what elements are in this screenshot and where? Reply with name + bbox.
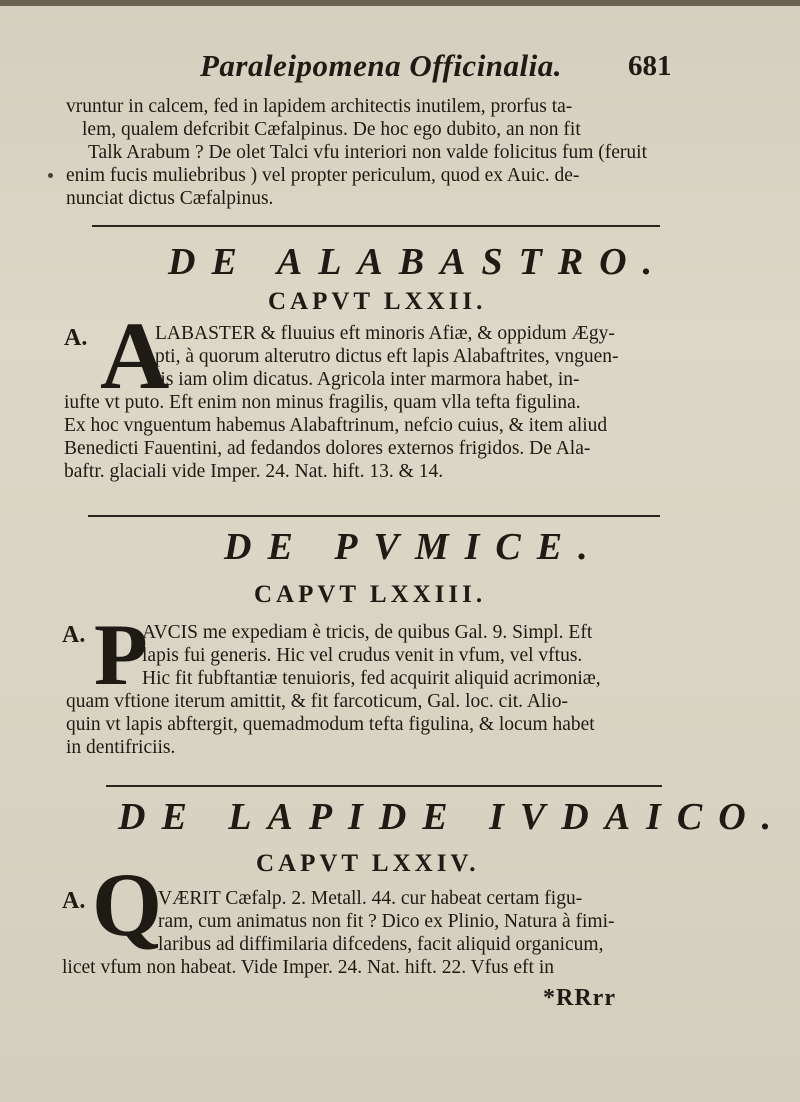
- paragraph-letter: A.: [64, 325, 88, 351]
- section-rule: [88, 515, 660, 517]
- paragraph-line: quam vftione iterum amittit, & fit farcoticum, Gal. loc. cit. Alio-: [66, 691, 569, 712]
- paragraph-line: licet vfum non habeat. Vide Imper. 24. Nat. hift. 22. Vfus eft in: [62, 957, 555, 978]
- running-head: [0, 48, 800, 90]
- drop-cap: P: [94, 607, 148, 704]
- paragraph-line: Ex hoc vnguentum habemus Alabaftrinum, nefcio cuius, & item aliud: [64, 415, 608, 436]
- paragraph-line: VÆRIT Cæfalp. 2. Metall. 44. cur habeat certam figu-: [158, 888, 583, 909]
- paragraph-line: baftr. glaciali vide Imper. 24. Nat. hift. 13. & 14.: [64, 461, 444, 482]
- intro-line: lem, qualem defcribit Cæfalpinus. De hoc ego dubito, an non fit: [82, 119, 581, 140]
- section-paragraph: [62, 621, 601, 759]
- paragraph-line: pti, à quorum alterutro dictus eft lapis Alabaftrites, vnguen-: [155, 346, 619, 367]
- paragraph-letter: A.: [62, 622, 86, 648]
- section-paragraph: [62, 887, 615, 979]
- section-heading: DE PVMICE.: [224, 526, 604, 568]
- intro-paragraph: [66, 95, 647, 210]
- paragraph-letter: A.: [62, 888, 86, 914]
- ink-speck: [48, 173, 53, 178]
- intro-line: Talk Arabum ? De olet Talci vfu interiori non valde folicitus fum (feruit: [88, 142, 647, 163]
- page-number: 681: [628, 50, 672, 82]
- section-heading: DE LAPIDE IVDAICO.: [118, 796, 788, 838]
- paragraph-line: AVCIS me expediam è tricis, de quibus Gal. 9. Simpl. Eft: [142, 622, 593, 643]
- paragraph-line: iufte vt puto. Eft enim non minus fragilis, quam vlla tefta figulina.: [64, 392, 581, 413]
- running-head-title: Paraleipomena Officinalia.: [200, 48, 563, 83]
- chapter-title: CAPVT LXXIII.: [254, 581, 487, 608]
- paragraph-line: quin vt lapis abftergit, quemadmodum tefta figulina, & locum habet: [66, 714, 595, 735]
- paragraph-line: Hic fit fubftantiæ tenuioris, fed acquirit aliquid acrimoniæ,: [142, 668, 601, 689]
- catchword: *RRrr: [543, 985, 616, 1011]
- section-paragraph: [64, 322, 619, 483]
- paragraph-line: tis iam olim dicatus. Agricola inter marmora habet, in-: [155, 369, 580, 390]
- paragraph-line: lapis fui generis. Hic vel crudus venit in vfum, vel vftus.: [142, 645, 583, 666]
- paragraph-line: ram, cum animatus non fit ? Dico ex Plinio, Natura à fimi-: [158, 911, 615, 932]
- chapter-title: CAPVT LXXII.: [268, 288, 487, 315]
- page-top-edge: [0, 0, 800, 6]
- intro-line: nunciat dictus Cæfalpinus.: [66, 188, 274, 209]
- paragraph-line: in dentifriciis.: [66, 737, 176, 758]
- section-rule: [92, 225, 660, 227]
- paragraph-line: Benedicti Fauentini, ad fedandos dolores externos frigidos. De Ala-: [64, 438, 591, 459]
- drop-cap: Q: [92, 856, 163, 955]
- drop-cap: A: [100, 302, 170, 409]
- section-rule: [106, 785, 662, 787]
- intro-line: enim fucis muliebribus ) vel propter periculum, quod ex Auic. de-: [66, 165, 580, 186]
- chapter-title: CAPVT LXXIV.: [256, 850, 480, 877]
- catchword-text: RRrr: [556, 985, 616, 1011]
- section-heading: DE ALABASTRO.: [168, 241, 669, 283]
- paragraph-line: laribus ad diffimilaria difcedens, facit aliquid organicum,: [158, 934, 604, 955]
- intro-line: vruntur in calcem, fed in lapidem architectis inutilem, prorfus ta-: [66, 96, 573, 117]
- paragraph-line: LABASTER & fluuius eft minoris Afiæ, & oppidum Ægy-: [155, 323, 615, 344]
